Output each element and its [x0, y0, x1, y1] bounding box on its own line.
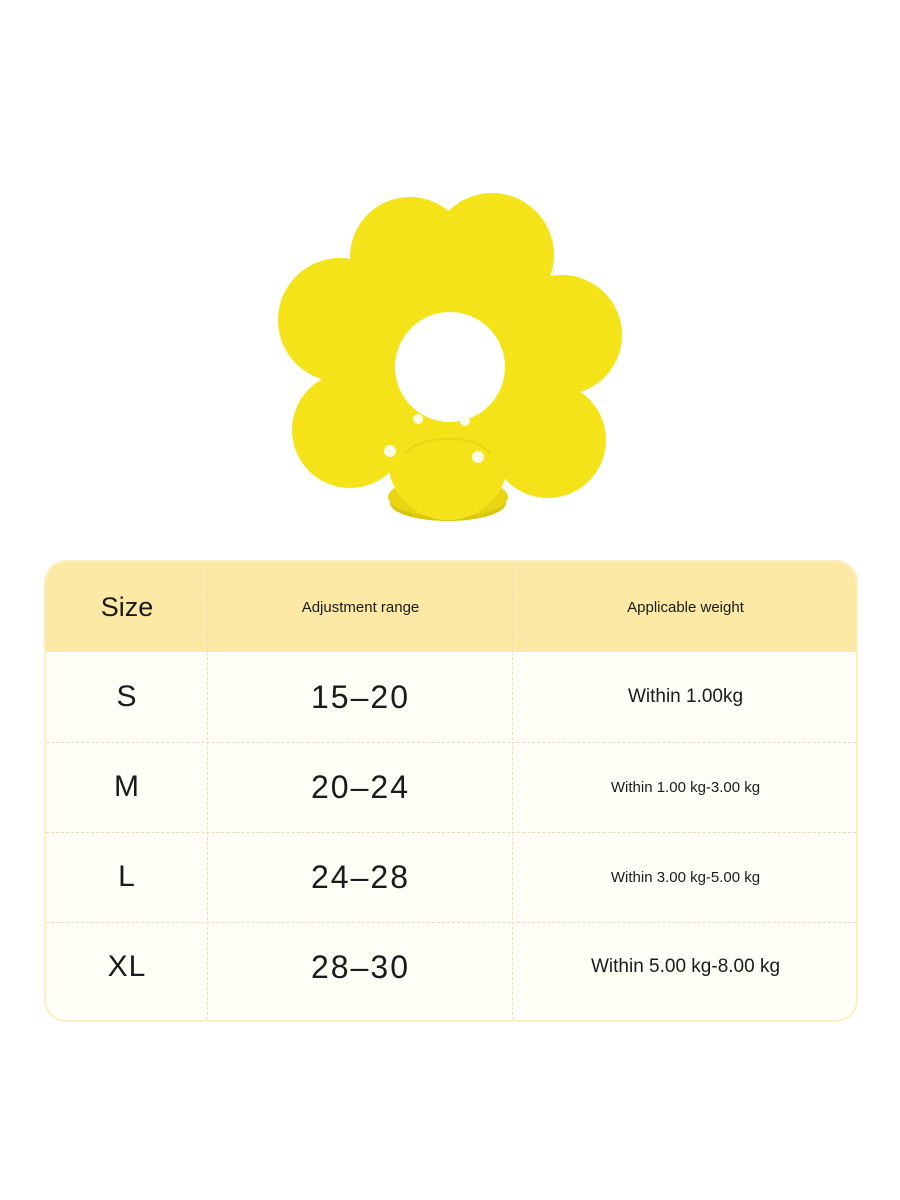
- header-adjustment-range: Adjustment range: [301, 598, 420, 616]
- table-row: [46, 742, 856, 832]
- row-range: 24–28: [311, 858, 410, 895]
- row-size: S: [116, 680, 138, 713]
- row-divider: [46, 922, 856, 923]
- table-row: [46, 832, 856, 922]
- row-range: 20–24: [311, 768, 410, 805]
- row-size: L: [118, 860, 136, 893]
- table-row: [46, 652, 856, 742]
- product-image: [270, 185, 630, 535]
- table-row: [46, 922, 856, 1012]
- row-size: M: [114, 770, 140, 803]
- size-chart-table: [44, 560, 858, 1022]
- header-size: Size: [100, 591, 154, 622]
- row-divider: [46, 742, 856, 743]
- column-divider: [207, 562, 208, 1020]
- column-divider: [512, 562, 513, 1020]
- row-size: XL: [107, 950, 147, 983]
- row-divider: [46, 832, 856, 833]
- table-header: [46, 562, 856, 652]
- row-weight: Within 1.00kg: [627, 686, 744, 707]
- row-range: 28–30: [311, 948, 410, 985]
- flower-collar-icon: [270, 185, 630, 535]
- row-weight: Within 3.00 kg-5.00 kg: [610, 868, 761, 886]
- header-applicable-weight: Applicable weight: [627, 598, 744, 616]
- row-range: 15–20: [311, 678, 410, 715]
- row-weight: Within 1.00 kg-3.00 kg: [610, 778, 761, 796]
- row-weight: Within 5.00 kg-8.00 kg: [590, 956, 781, 977]
